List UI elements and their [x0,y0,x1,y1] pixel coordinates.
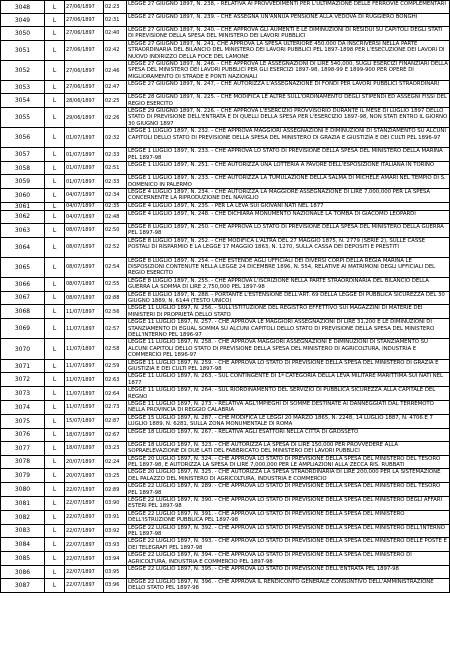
record-type: L [45,524,65,538]
record-description: LEGGE 4 LUGLIO 1897, N. 235. - PER LA LEVA SUI GIOVANI NATI NEL 1877 [127,202,450,210]
record-number: 3074 [1,401,45,415]
record-description: LEGGE 8 LUGLIO 1897, N. 288. - PORTANTE L'ESTENSIONE DELL'ART. 69 DELLA LEGGE DI PUBBLICA SICUREZZA DEL 30 GIUGNO 1889, N. 6144 (TESTO UNICO) [127,291,450,305]
record-date: 01/07/1897 [65,175,104,189]
record-code: 03:92 [104,524,127,538]
table-row [1,128,450,148]
table-row [1,359,450,373]
record-type: L [45,414,65,428]
record-type: L [45,359,65,373]
record-date: 11/07/1897 [65,305,104,319]
record-number: 3062 [1,210,45,223]
record-number: 3068 [1,305,45,319]
record-type: L [45,387,65,401]
record-code: 02:33 [104,175,127,189]
table-row [1,1,450,14]
record-type: L [45,401,65,415]
record-date: 04/07/1897 [65,188,104,202]
record-type: L [45,566,65,579]
record-description: LEGGE 29 GIUGNO 1897, N. 226. - CHE APPROVA L'ESERCIZIO PROVVISORIO DURANTE IL MESE DI LUGLIO 1897 DELLO STATO DI PREVISIONE DELL'ENTRATA E DI QUELLI DELLA SPESA PER L'ESERCIZIO 1897-98, NON STATI ENTRO IL GIORNO 30 GIUGNO 1897 [127,108,450,128]
record-date: 08/07/1897 [65,223,104,237]
record-code: 02:25 [104,94,127,108]
record-type: L [45,291,65,305]
record-number: 3048 [1,1,45,14]
record-description: LEGGE 11 LUGLIO 1897, N. 257. - CHE APPROVA LE MAGGIORI ASSEGNAZIONI DI LIRE 31,200 E LE DIMINUZIONI DI STANZIAMENTO DI EGUAL SOMMA SU ALCUNI CAPITOLI DELLO STATO DI PREVISIONE DELLA SPESA DEL MINISTERO DELL'INTERNO PEL 1896-97 [127,319,450,339]
record-code: 03:90 [104,496,127,510]
table-row [1,94,450,108]
record-type: L [45,1,65,14]
record-number: 3083 [1,524,45,538]
record-number: 3072 [1,373,45,387]
record-number: 3065 [1,257,45,277]
record-date: 20/07/1897 [65,455,104,469]
table-row [1,319,450,339]
table-row [1,538,450,552]
record-number: 3081 [1,496,45,510]
record-date: 11/07/1897 [65,359,104,373]
record-number: 3058 [1,162,45,175]
record-code: 02:26 [104,108,127,128]
record-type: L [45,538,65,552]
record-description: LEGGE 1 LUGLIO 1897, N. 232. - CHE APPROVA MAGGIORI ASSEGNAZIONI E DIMINUZIONI DI STANZIAMENTO SU ALCUNI CAPITOLI DELLO STATO DI PREVISIONE DELLA SPESA DEL MINISTERO DI GRAZIA E GIUSTIZIA E DEI CULTI PEL 1896-97 [127,128,450,148]
record-code: 02:67 [104,428,127,441]
record-date: 08/07/1897 [65,237,104,257]
record-type: L [45,469,65,483]
record-description: LEGGE 11 LUGLIO 1897, N. 259. - CHE APPROVA LO STATO DI PREVISIONE DELLA SPESA DEL MINISTERO DI GRAZIA E GIUSTIZIA E DEI CULTI PEL 1897-98 [127,359,450,373]
record-description: LEGGE 1 LUGLIO 1897, N. 233. - CHE AUTORIZZA LA TUMULAZIONE DELLA SALMA DI MICHELE AMARI NEL TEMPIO DI S. DOMENICO IN PALERMO [127,175,450,189]
table-row [1,175,450,189]
record-number: 3056 [1,128,45,148]
record-code: 02:35 [104,202,127,210]
record-date: 22/07/1897 [65,566,104,579]
table-row [1,414,450,428]
record-date: 08/07/1897 [65,291,104,305]
record-date: 11/07/1897 [65,401,104,415]
record-type: L [45,579,65,593]
record-code: 02:52 [104,237,127,257]
table-row [1,469,450,483]
table-row [1,291,450,305]
record-number: 3063 [1,223,45,237]
table-row [1,428,450,441]
record-number: 3066 [1,277,45,291]
record-number: 3057 [1,148,45,162]
record-date: 04/07/1897 [65,202,104,210]
table-row [1,27,450,41]
record-code: 02:32 [104,128,127,148]
record-code: 02:34 [104,188,127,202]
record-number: 3086 [1,566,45,579]
table-row [1,257,450,277]
record-code: 03:23 [104,441,127,455]
record-description: LEGGE 27 GIUGNO 1897, N. 239. - CHE ASSEGNA UN'ANNUA PENSIONE ALLA VEDOVA DI RUGGIERO BONGHI [127,14,450,27]
record-number: 3060 [1,188,45,202]
record-code: 02:23 [104,1,127,14]
record-date: 22/07/1897 [65,483,104,497]
record-number: 3050 [1,27,45,41]
record-description: LEGGE 8 LUGLIO 1897, N. 252. - CHE MODIFICA L'ALTRA DEL 27 MAGGIO 1875, N. 2779 (SERIE 2), SULLE CASSE POSTALI DI RISPARMIO E LA LEGGE 17 MAGGIO 1863, N. 1270, SULLA CASSA DEI DEPOSITI E PRESTITI [127,237,450,257]
record-number: 3052 [1,61,45,81]
record-description: LEGGE 11 LUGLIO 1897, N. 263. - SUL CONTINGENTE DI 1ª CATEGORIA DELLA LEVA MILITARE MARITTIMA SUI NATI NEL 1877 [127,373,450,387]
record-date: 08/07/1897 [65,257,104,277]
record-number: 3085 [1,552,45,566]
record-date: 01/07/1897 [65,148,104,162]
record-number: 3053 [1,81,45,94]
record-description: LEGGE 22 LUGLIO 1897, N. 390. - CHE APPROVA LO STATO DI PREVISIONE DELLA SPESA DEL MINISTERO DEGLI AFFARI ESTERI PEL 1897-98 [127,496,450,510]
record-description: LEGGE 22 LUGLIO 1897, N. 393. - CHE APPROVA LO STATO DI PREVISIONE DELLA SPESA DEL MINISTERO DELLE POSTE E DEI TELEGRAFI PEL 1897-98 [127,538,450,552]
record-description: LEGGE 27 GIUGNO 1897, N. 238, - RELATIVA AI PROVVEDIMENTI PER L'ULTIMAZIONE DELLE FERROVIE COMPLEMENTARI [127,1,450,14]
record-number: 3079 [1,469,45,483]
record-description: LEGGE 22 LUGLIO 1897, N. 391. - CHE APPROVA LO STATO DI PREVISIONE DELLA SPESA DEL MINISTERO DELL'ISTRUZIONE PUBBLICA PEL 1897-98 [127,510,450,524]
record-type: L [45,237,65,257]
table-row [1,510,450,524]
record-number: 3064 [1,237,45,257]
record-date: 15/07/1897 [65,414,104,428]
record-code: 02:88 [104,291,127,305]
table-row [1,210,450,223]
record-code: 02:57 [104,319,127,339]
record-code: 03:91 [104,510,127,524]
record-type: L [45,428,65,441]
record-description: LEGGE 27 GIUGNO 1897, N. 246. - CHE APPROVA LE ASSEGNAZIONI DI LIRE 540,000, SUGLI ESERCIZI FINANZIARI DELLA SPESA DEL MINISTERO DEI LAVORI PUBBLICI PER GLI ESERCIZI 1897-98, 1898-99 E 1899-900 PER OPERE DI MIGLIORAMENTO DI STRADE E PONTI NAZIONALI [128,61,448,80]
record-date: 11/07/1897 [65,339,104,359]
record-date: 20/07/1897 [65,469,104,483]
table-row [1,148,450,162]
table-row [1,81,450,94]
record-code: 02:73 [104,401,127,415]
record-number: 3071 [1,359,45,373]
record-description: LEGGE 8 LUGLIO 1897, N. 255. - CHE APPROVA L'ISCRIZIONE NELLA PARTE STRAORDINARIA DEL BILANCIO DELLA GUERRA LA SOMMA DI LIRE 2,750,000 PEL 1897-98 [127,277,450,291]
record-description: LEGGE 22 LUGLIO 1897, N. 396. - CHE APPROVA IL RENDICONTO GENERALE CONSUNTIVO DELL'AMMINISTRAZIONE DELLO STATO PEL 1897-98 [127,579,450,593]
record-type: L [45,128,65,148]
table-row [1,277,450,291]
record-type: L [45,94,65,108]
record-code: 02:48 [104,210,127,223]
table-row [1,496,450,510]
record-date: 22/07/1897 [65,510,104,524]
record-code: 02:55 [104,277,127,291]
table-row [1,339,450,359]
record-description: LEGGE 8 LUGLIO 1897, N. 254. - CHE ESTENDE AGLI UFFICIALI DEI DIVERSI CORPI DELLA REGIA MARINA LE DISPOSIZIONI CONTENUTE NELLA LEGGE 24 DICEMBRE 1896, N. 554, RELATIVE AI MATRIMONI DEGLI UFFICIALI DEL REGIO ESERCITO [127,257,450,277]
record-code: 03:96 [104,579,127,593]
table-row [1,202,450,210]
record-description: LEGGE 1 LUGLIO 1897, N. 251. - CHE AUTORIZZA UNA LOTTERIA A FAVORE DELL'ESPOSIZIONE ITALIANA IN TORINO [127,162,450,175]
record-code: 03:25 [104,469,127,483]
record-type: L [45,339,65,359]
record-type: L [45,27,65,41]
record-type: L [45,552,65,566]
record-description: LEGGE 4 LUGLIO 1897, N. 234. - CHE AUTORIZZA LA MAGGIORE ASSEGNAZIONE DI LIRE 7,000,000 PER LA SPESA CONCERNENTE LA RIPRODUZIONE DEL NAVIGLIO [127,188,450,202]
record-number: 3051 [1,40,45,60]
table-row [1,566,450,579]
record-description: LEGGE 11 LUGLIO 1897, N. 256. - SULL'ISTITUZIONE DEL REGISTRO EFFETTIVO SUI MAGAZZINI DI MATERIE DEI MINISTERI DI PROPRIETÀ DELLO STATO [127,305,450,319]
record-type: L [45,510,65,524]
record-type: L [45,61,65,81]
record-number: 3075 [1,414,45,428]
record-number: 3059 [1,175,45,189]
record-date: 11/07/1897 [65,373,104,387]
record-code: 03:93 [104,538,127,552]
record-number: 3076 [1,428,45,441]
record-date: 22/07/1897 [65,524,104,538]
record-type: L [45,257,65,277]
table-row [1,524,450,538]
record-type: L [45,223,65,237]
table-row [1,373,450,387]
record-description: LEGGE 22 LUGLIO 1897, N. 392. - CHE APPROVA LO STATO DI PREVISIONE DELLA SPESA DEL MINISTERO DELL'INTERNO PEL 1897-98 [127,524,450,538]
record-code: 02:33 [104,148,127,162]
record-date: 01/07/1897 [65,162,104,175]
record-description: LEGGE 15 LUGLIO 1897, N. 287. - CHE MODIFICA LE LEGGI 20 MARZO 1865, N. 2248, 14 LUGLIO 1887, N. 4706 E 7 LUGLIO 1889, N. 6281, SULLA ZONA MONUMENTALE DI ROMA [127,414,450,428]
record-description: LEGGE 11 LUGLIO 1897, N. 258. - CHE APPROVA MAGGIORI ASSEGNAZIONI E DIMINUZIONI DI STANZIAMENTO SU ALCUNI CAPITOLI DELLO STATO DI PREVISIONE DELLA SPESA DEL MINISTERO DI AGRICOLTURA, INDUSTRIA E COMMERCIO PEL 1896-97 [127,339,450,359]
record-type: L [45,483,65,497]
record-number: 3073 [1,387,45,401]
record-description: LEGGE 27 GIUGNO 1897, N. 240. - CHE APPROVA GLI AUMENTI E LE DIMINUZIONI DI RESIDUI SU CAPITOLI DEGLI STATI DI PREVISIONE DELLA SPESA DEL MINISTERO DEI LAVORI PUBBLICI [127,27,450,41]
record-date: 18/07/1897 [65,428,104,441]
record-date: 27/06/1897 [65,27,104,41]
table-row [1,483,450,497]
record-type: L [45,148,65,162]
table-row [1,237,450,257]
record-code: 02:50 [104,223,127,237]
record-type: L [45,305,65,319]
record-code: 02:56 [104,305,127,319]
record-code: 02:54 [104,257,127,277]
table-row [1,387,450,401]
record-description: LEGGE 22 LUGLIO 1897, N. 395. - CHE APPROVA LO STATO DI PREVISIONE DELL'ENTRATA PEL 1897-98 [127,566,450,579]
record-type: L [45,40,65,60]
record-description: LEGGE 22 LUGLIO 1897, N. 394. - CHE APPROVA LO STATO DI PREVISIONE DELLA SPESA DEL MINISTERO DI AGRICOLTURA, INDUSTRIA E COMMERCIO PEL 1897-98 [127,552,450,566]
record-code: 02:31 [104,14,127,27]
record-number: 3082 [1,510,45,524]
record-code: 02:47 [104,81,127,94]
record-code: 02:89 [104,483,127,497]
record-type: L [45,373,65,387]
table-row [1,14,450,27]
record-date: 27/06/1897 [65,14,104,27]
record-number: 3061 [1,202,45,210]
record-description: LEGGE 20 LUGLIO 1897, N. 325. - CHE AUTORIZZA LA SPESA STRAORDINARIA DI LIRE 200,000 PER LA SISTEMAZIONE DEL PALAZZO DEL MINISTERO DI AGRICOLTURA, INDUSTRIA E COMMERCIO [127,469,450,483]
record-description: LEGGE 18 LUGLIO 1897, N. 323. - CHE AUTORIZZA LA SPESA DI LIRE 150,000 PER PROVVEDERE ALLA SOPRAELEVAZIONE DI DUE LATI DEL FABBRICATO DEL MINISTERO DEI LAVORI PUBBLICI [127,441,450,455]
record-description: LEGGE 27 GIUGNO 1897, N. 247, - CHE AUTORIZZA L'ASSEGNAZIONE DI FONDI PER LAVORI PUBBLICI STRAORDINARI [127,81,450,94]
record-date: 18/07/1897 [65,441,104,455]
record-date: 11/07/1897 [65,319,104,339]
record-code: 02:42 [104,40,127,60]
record-code: 02:40 [104,27,127,41]
record-type: L [45,14,65,27]
table-row [1,40,450,60]
record-code: 03:94 [104,552,127,566]
record-type: L [45,202,65,210]
record-description: LEGGE 22 LUGLIO 1897, N. 289. - CHE APPROVA LO STATO DI PREVISIONE DELLA SPESA DEL MINISTERO DEL TESORO PEL 1897-98 [127,483,450,497]
record-type: L [45,455,65,469]
record-description: LEGGE 4 LUGLIO 1897, N. 248. - CHE DICHIARA MONUMENTO NAZIONALE LA TOMBA DI GIACOMO LEOPARDI [127,210,450,223]
record-number: 3069 [1,319,45,339]
record-date: 27/06/1897 [65,1,104,14]
table-row [1,61,450,81]
record-date: 29/06/1897 [65,108,104,128]
record-code: 02:58 [104,339,127,359]
record-code: 02:24 [104,455,127,469]
record-number: 3078 [1,455,45,469]
record-number: 3084 [1,538,45,552]
record-number: 3070 [1,339,45,359]
record-description: LEGGE 11 LUGLIO 1897, N. 264. - SUL RIORDINAMENTO DEL SERVIZIO DI PUBBLICA SICUREZZA ALLA CAPITALE DEL REGNO [127,387,450,401]
record-number: 3049 [1,14,45,27]
record-date: 28/06/1897 [65,94,104,108]
record-type: L [45,108,65,128]
record-description: LEGGE 18 LUGLIO 1897, N. 267. - RELATIVA AGLI ESATTORI NELLA CITTÀ DI GROSSETO [127,428,450,441]
record-type: L [45,81,65,94]
record-description: LEGGE 11 LUGLIO 1897, N. 273. - RELATIVA AGL'IMPIEGHI DI SOMME DESTINATE AI DANNEGGIATI DAL TERREMOTO NELLA PROVINCIA DI REGGIO CALABRIA [127,401,450,415]
record-code: 02:87 [104,414,127,428]
table-row [1,552,450,566]
record-description: LEGGE 20 LUGLIO 1897, N. 324. - CHE APPROVA LO STATO DI PREVISIONE DELLA SPESA DEL MINISTERO DEL TESORO PEL 1897-98, E AUTORIZZA LA SPESA DI LIRE 7,000,000 PER LE AMPLIAZIONI ALLA ZECCA RIS. RUBBATI [127,455,450,469]
record-date: 11/07/1897 [65,387,104,401]
record-type: L [45,162,65,175]
record-code: 02:51 [104,162,127,175]
table-row [1,223,450,237]
table-row [1,579,450,593]
table-row [1,188,450,202]
record-description: LEGGE 8 LUGLIO 1897, N. 250. - CHE APPROVA LO STATO DI PREVISIONE DELLA SPESA DEL MINISTERO DELLA GUERRA PEL 1897-98 [127,223,450,237]
record-type: L [45,277,65,291]
record-type: L [45,496,65,510]
table-row [1,108,450,128]
record-description: LEGGE 1 LUGLIO 1897, N. 233. - CHE APPROVA LO STATO DI PREVISIONE DELLA SPESA DEL MINISTERO DELLA MARINA PEL 1897-98 [127,148,450,162]
record-date: 22/07/1897 [65,552,104,566]
record-type: L [45,210,65,223]
record-type: L [45,319,65,339]
record-number: 3054 [1,94,45,108]
record-code: 03:95 [104,566,127,579]
record-description: LEGGE 27 GIUGNO 1897, N. 241, CHE APPROVA LA SPESA ULTERIORE 450.000 DA INSCRIVERSI NELLA PARTE STRAORDINARIA DEL BILANCIO DEL MINISTERO DEI LAVORI PUBBLICI PEL 1897-1898 PER L'ESECUZIONE DEI LAVORI DI NUOVO INDIRIZZO DELLA FOCE DEL LAMONE [127,40,450,60]
record-date: 27/06/1897 [65,81,104,94]
record-type: L [45,188,65,202]
record-number: 3087 [1,579,45,593]
table-row [1,455,450,469]
table-row [1,162,450,175]
record-number: 3055 [1,108,45,128]
record-date: 22/07/1897 [65,496,104,510]
record-date: 08/07/1897 [65,277,104,291]
record-number: 3067 [1,291,45,305]
record-type: L [45,175,65,189]
record-code: 02:63 [104,373,127,387]
record-type: L [45,441,65,455]
table-row [1,441,450,455]
record-date: 27/06/1897 [65,40,104,60]
record-number: 3077 [1,441,45,455]
record-code: 02:64 [104,387,127,401]
table-row [1,305,450,319]
record-number: 3080 [1,483,45,497]
table-row [1,401,450,415]
register-body [1,1,450,593]
record-code: 02:59 [104,359,127,373]
record-description: LEGGE 28 GIUGNO 1897, N. 225. - CHE MODIFICA LE ALTRE SULL'ORDINAMENTO DEGLI STIPENDI ED ASSEGNI FISSI DEL REGIO ESERCITO [127,94,450,108]
record-date: 01/07/1897 [65,128,104,148]
record-code: 02:46 [104,61,127,81]
record-date: 22/07/1897 [65,538,104,552]
record-date: 27/06/1897 [65,61,104,81]
record-date: 04/07/1897 [65,210,104,223]
record-date: 22/07/1897 [65,579,104,593]
